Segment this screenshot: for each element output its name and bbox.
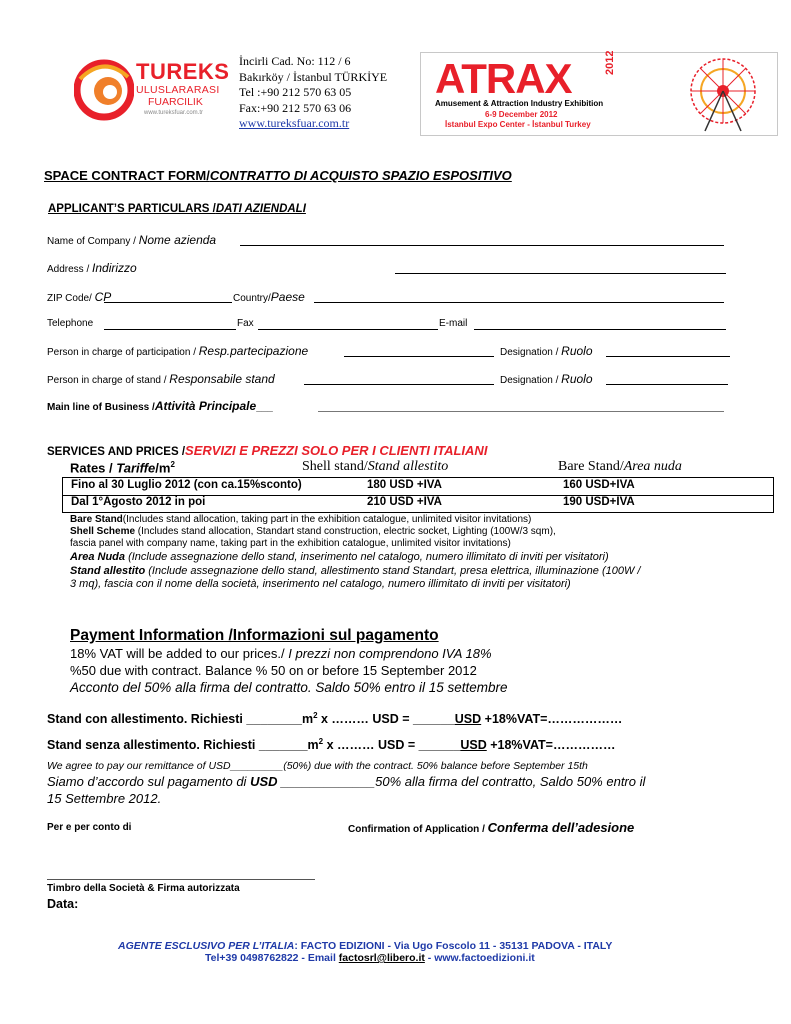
agreement-en: We agree to pay our remittance of USD_________(50%) due with the contract. 50% balance before September 15th	[47, 760, 588, 772]
ferris-wheel-icon	[675, 53, 771, 133]
phone-line: Tel :+90 212 570 63 05	[239, 85, 352, 99]
period-cell: Fino al 30 Luglio 2012 (con ca.15%sconto)	[71, 479, 302, 491]
designation-input-line[interactable]	[606, 356, 730, 357]
tureks-line2: FUARCILIK	[148, 96, 203, 108]
payment-heading: Payment Information /Informazioni sul pagamento	[70, 627, 439, 644]
allestito-description: Stand allestito (Include assegnazione dello stand, allestimento stand Standart, presa elettrica, illuminazione (100W /	[70, 564, 641, 577]
participation-input-line[interactable]	[344, 356, 494, 357]
address-input-line[interactable]	[395, 273, 726, 274]
country-label: Country/	[233, 293, 271, 304]
date-label[interactable]: Data:	[47, 897, 79, 911]
services-heading-it: SERVIZI E PREZZI SOLO PER I CLIENTI ITALIANI	[185, 443, 488, 458]
telephone-input-line[interactable]	[104, 329, 236, 330]
stand-without-setup-line[interactable]: Stand senza allestimento. Richiesti $\_\_\_\_\_\_\_m^2$ x ……… USD = ______USD +18%VAT=……………	[47, 737, 616, 753]
vat-note: 18% VAT will be added to our prices./ I prezzi non comprendono IVA 18%	[70, 646, 492, 661]
services-description-it	[70, 551, 640, 592]
shell-price-cell: 210 USD +IVA	[367, 496, 442, 508]
country-input-line[interactable]	[314, 302, 724, 303]
designation-label-it: Ruolo	[561, 344, 593, 358]
address-label: Address /	[47, 264, 93, 275]
stand-manager-label: Person in charge of stand /	[47, 375, 170, 386]
shell-description: Shell Scheme (Includes stand allocation, Standart stand construction, electric socket, Lighting (100W/3 sqm),	[70, 526, 556, 537]
table-row	[63, 495, 773, 512]
atrax-year: 2012	[604, 50, 616, 75]
atrax-title: ATRAX	[435, 55, 572, 102]
mainline-tail: ___	[256, 402, 273, 413]
mainline-input-line[interactable]	[318, 411, 724, 412]
email-input-line[interactable]	[474, 329, 726, 330]
on-behalf-of: Per e per conto di	[47, 822, 132, 833]
designation-label-it: Ruolo	[561, 372, 593, 386]
fax-field[interactable]	[237, 318, 254, 329]
confirmation-label: Confirmation of Application / Conferma dell’adesione	[348, 820, 635, 835]
fax-label: Fax	[237, 318, 254, 329]
services-heading-en: SERVICES AND PRICES /	[47, 446, 186, 458]
due-note-it: Acconto del 50% alla firma del contratto. Saldo 50% entro il 15 settembre	[70, 680, 508, 695]
zip-input-line[interactable]	[104, 302, 232, 303]
telephone-field[interactable]	[47, 318, 93, 329]
form-title	[44, 168, 512, 183]
country-field[interactable]	[233, 290, 305, 304]
zip-label-it: CP	[94, 290, 112, 304]
period-cell: Dal 1°Agosto 2012 in poi	[71, 496, 206, 508]
zip-field[interactable]	[47, 290, 111, 304]
stand-manager-label-it: Responsabile stand	[169, 372, 275, 386]
footer-agent: AGENTE ESCLUSIVO PER L’ITALIA: FACTO EDIZIONI - Via Ugo Foscolo 11 - 35131 PADOVA - ITALY	[118, 940, 613, 952]
email-link[interactable]: factosrl@libero.it	[338, 952, 425, 964]
col-header-shell: Shell stand/Stand allestito	[302, 459, 449, 474]
bare-description: Bare Stand(Includes stand allocation, taking part in the exhibition catalogue, unlimited visitor invitations)	[70, 514, 532, 525]
email-field[interactable]	[439, 318, 467, 329]
agreement-it: Siamo d’accordo sul pagamento di USD _____________50% alla firma del contratto, Saldo 50% entro il	[47, 774, 646, 789]
signature-line[interactable]	[47, 879, 315, 880]
applicant-heading	[48, 203, 306, 215]
fax-line: Fax:+90 212 570 63 06	[239, 100, 352, 115]
atrax-subtitle: Amusement & Attraction Industry Exhibition	[435, 99, 604, 108]
mainline-label-it: Attività Principale	[154, 399, 257, 413]
fax-input-line[interactable]	[258, 329, 438, 330]
stamp-label: Timbro della Società & Firma autorizzata	[47, 883, 240, 894]
tureks-url: www.tureksfuar.com.tr	[144, 110, 204, 116]
agreement-it-date: 15 Settembre 2012.	[47, 791, 162, 806]
website-link[interactable]: www.tureksfuar.com.tr	[239, 116, 350, 130]
participation-label-it: Resp.partecipazione	[198, 344, 309, 358]
rates-label: Rates / Tariffe/$m^2$	[70, 460, 175, 476]
price-table	[62, 477, 774, 513]
bare-price-cell: 160 USD+IVA	[563, 479, 635, 491]
applicant-heading-en: APPLICANT’S PARTICULARS /	[48, 203, 216, 215]
company-label: Name of Company /	[47, 236, 139, 247]
atrax-banner	[420, 52, 778, 136]
stand-manager-input-line[interactable]	[304, 384, 494, 385]
allestito-description-cont: 3 mq), fascia con il nome della società, inserimento nel catalogo, numero illimitato di inviti per visitatori)	[70, 578, 571, 590]
mainline-field[interactable]	[47, 399, 273, 413]
address-label-it: Indirizzo	[92, 261, 137, 275]
applicant-heading-it: DATI AZIENDALI	[215, 203, 306, 215]
address-block	[239, 54, 387, 132]
participation-field[interactable]	[47, 344, 308, 358]
email-label: E-mail	[439, 318, 468, 329]
company-input-line[interactable]	[240, 245, 724, 246]
zip-label: ZIP Code/	[47, 293, 95, 304]
tureks-line1: ULUSLARARASI	[136, 84, 220, 96]
designation-field-2[interactable]	[500, 372, 593, 386]
designation-input-line-2[interactable]	[606, 384, 728, 385]
atrax-venue: İstanbul Expo Center - İstanbul Turkey	[445, 120, 591, 129]
services-description	[70, 514, 556, 550]
telephone-label: Telephone	[47, 318, 94, 329]
participation-label: Person in charge of participation /	[47, 347, 199, 358]
tureks-name: TUREKS	[136, 59, 230, 84]
company-label-it: Nome azienda	[138, 233, 217, 247]
stand-manager-field[interactable]	[47, 372, 275, 386]
form-title-it: CONTRATTO DI ACQUISTO SPAZIO ESPOSITIVO	[209, 168, 512, 183]
shell-description-cont: fascia panel with company name, taking part in the exhibition catalogue, unlimited visitor invitations)	[70, 538, 511, 549]
shell-price-cell: 180 USD +IVA	[367, 479, 442, 491]
designation-field[interactable]	[500, 344, 593, 358]
address-line: Bakırköy / İstanbul TÜRKİYE	[239, 69, 388, 84]
atrax-dates: 6-9 December 2012	[485, 110, 558, 119]
due-note: %50 due with contract. Balance % 50 on or before 15 September 2012	[70, 663, 477, 678]
country-label-it: Paese	[270, 290, 305, 304]
form-title-en: SPACE CONTRACT FORM/	[44, 168, 210, 183]
services-heading	[47, 443, 487, 458]
company-field[interactable]	[47, 233, 216, 247]
col-header-bare: Bare Stand/Area nuda	[558, 459, 682, 474]
tureks-logo	[74, 55, 230, 125]
footer-contact: Tel+39 0498762822 - Email factosrl@libero.it - www.factoedizioni.it	[205, 952, 535, 964]
address-line: İncirli Cad. No: 112 / 6	[239, 54, 351, 68]
bare-price-cell: 190 USD+IVA	[563, 496, 635, 508]
area-nuda-description: Area Nuda (Include assegnazione dello stand, inserimento nel catalogo, numero illimitato di inviti per visitatori)	[70, 551, 609, 563]
stand-with-setup-line[interactable]: Stand con allestimento. Richiesti $\_\_\_\_\_\_\_\_m^2$ x ……… USD = ______USD +18%VAT=………………	[47, 711, 623, 727]
mainline-label: Main line of Business /	[47, 402, 155, 413]
designation-label: Designation /	[500, 347, 562, 358]
address-field[interactable]	[47, 261, 137, 275]
tureks-swirl-icon	[74, 59, 134, 121]
designation-label: Designation /	[500, 375, 562, 386]
table-row	[63, 478, 773, 496]
